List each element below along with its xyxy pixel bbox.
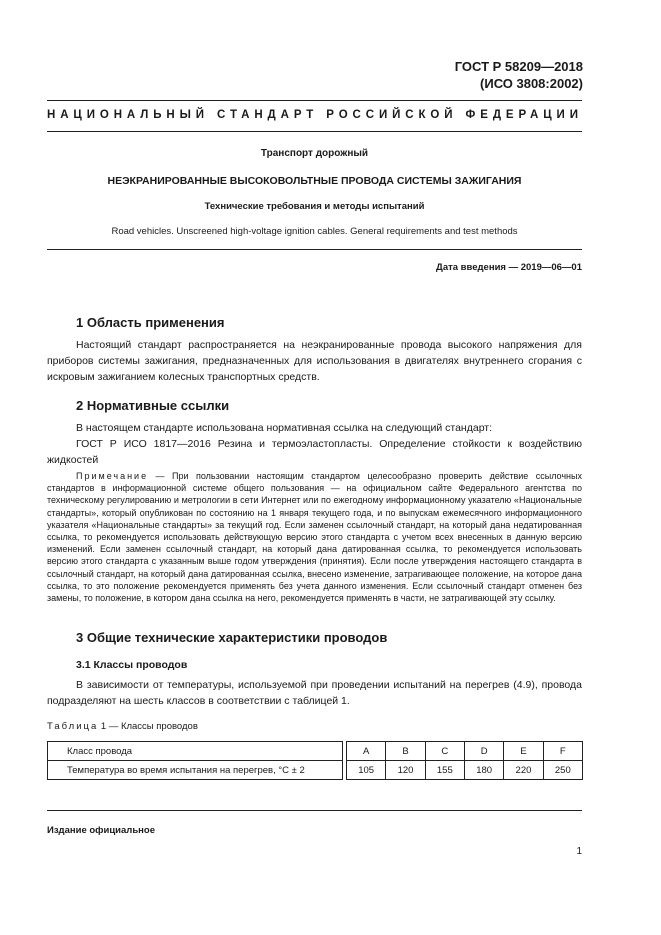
section-3-text: В зависимости от температуры, используемой при проведении испытаний на перегрев (4.9), провода подразделяют на шесть классов в соответствии с таблицей 1. <box>47 679 582 707</box>
note-label: Примечание <box>76 471 149 481</box>
temperature-cell: 220 <box>504 761 543 780</box>
temperature-cell: 250 <box>543 761 582 780</box>
standard-number: ГОСТ Р 58209—2018 <box>454 59 583 74</box>
temperature-cell: 105 <box>347 761 386 780</box>
table-caption-text: 1 — Классы проводов <box>98 721 198 732</box>
temperature-cell: 120 <box>386 761 425 780</box>
section-2-text-1: В настоящем стандарте использована нормативная ссылка на следующий стандарт: <box>76 422 493 434</box>
title-line-3: Технические требования и методы испытаний <box>204 201 425 212</box>
section-3-heading: 3 Общие технические характеристики проводов <box>76 630 388 645</box>
page-number: 1 <box>576 846 582 857</box>
title-line-2: НЕЭКРАНИРОВАННЫЕ ВЫСОКОВОЛЬТНЫЕ ПРОВОДА СИСТЕМЫ ЗАЖИГАНИЯ <box>107 175 522 187</box>
class-cell: B <box>386 742 425 761</box>
section-2-text-2: ГОСТ Р ИСО 1817—2016 Резина и термоэластопласты. Определение стойкости к воздействию жидкостей <box>47 438 582 466</box>
official-edition-label: Издание официальное <box>47 825 155 836</box>
table-row-label: Класс провода <box>48 742 343 761</box>
footer-rule <box>47 810 582 811</box>
iso-number: (ИСО 3808:2002) <box>480 76 583 91</box>
table-caption-label: Таблица <box>47 721 99 732</box>
subsection-3-1-heading: 3.1 Классы проводов <box>76 659 188 671</box>
title-english: Road vehicles. Unscreened high-voltage ignition cables. General requirements and test methods <box>111 226 518 237</box>
section-1-text: Настоящий стандарт распространяется на неэкранированные провода высокого напряжения для приборов системы зажигания, предназначенных для использования в двигателях внутреннего сгорания с искровым зажиганием колесных транспортных средств. <box>47 339 582 383</box>
introduction-date: Дата введения — 2019—06—01 <box>436 262 582 273</box>
top-rule <box>47 100 582 101</box>
title-rule <box>47 249 582 250</box>
class-cell: E <box>504 742 543 761</box>
banner-rule <box>47 131 582 132</box>
national-standard-banner: НАЦИОНАЛЬНЫЙ СТАНДАРТ РОССИЙСКОЙ ФЕДЕРАЦИИ <box>47 109 583 121</box>
section-2-note <box>47 470 582 604</box>
temperature-cell: 180 <box>464 761 503 780</box>
note-text: — При пользовании настоящим стандартом целесообразно проверить действие ссылочных стандартов в информационной системе общего пользования — на официальном сайте Федерального агентства по техническому регулированию и метрологии в сети Интернет или по ежегодному информационному указателю «Национальные стандарты», который опубликован по состоянию на 1 января текущего года, и по выпускам ежемесячного информационного указателя «Национальные стандарты» за текущий год. Если заменен ссылочный стандарт, на который дана недатированная ссылка, то рекомендуется использовать действующую версию этого стандарта с учетом всех внесенных в данную версию изменений. Если заменен ссылочный стандарт, на который дана датированная ссылка, то рекомендуется использовать версию этого стандарта с указанным выше годом утверждения (принятия). Если после утверждения настоящего стандарта в ссылочный стандарт, на который дана датированная ссылка, внесено изменение, затрагивающее положение, на которое дана ссылка, то это положение рекомендуется применять без учета данного изменения. Если ссылочный стандарт отменен без замены, то положение, в котором дана ссылка на него, рекомендуется применять в части, не затрагивающей эту ссылку. <box>47 471 582 604</box>
wire-classes-table <box>47 741 583 780</box>
section-1-heading: 1 Область применения <box>76 315 225 330</box>
class-cell: F <box>543 742 582 761</box>
table-row <box>48 742 583 761</box>
standard-id-block <box>455 58 583 92</box>
temperature-cell: 155 <box>425 761 464 780</box>
table-row-label: Температура во время испытания на перегрев, °С ± 2 <box>48 761 343 780</box>
section-2-heading: 2 Нормативные ссылки <box>76 398 230 413</box>
table-row <box>48 761 583 780</box>
class-cell: D <box>464 742 503 761</box>
class-cell: C <box>425 742 464 761</box>
table-caption <box>47 721 198 732</box>
title-line-1: Транспорт дорожный <box>260 148 369 159</box>
class-cell: A <box>347 742 386 761</box>
